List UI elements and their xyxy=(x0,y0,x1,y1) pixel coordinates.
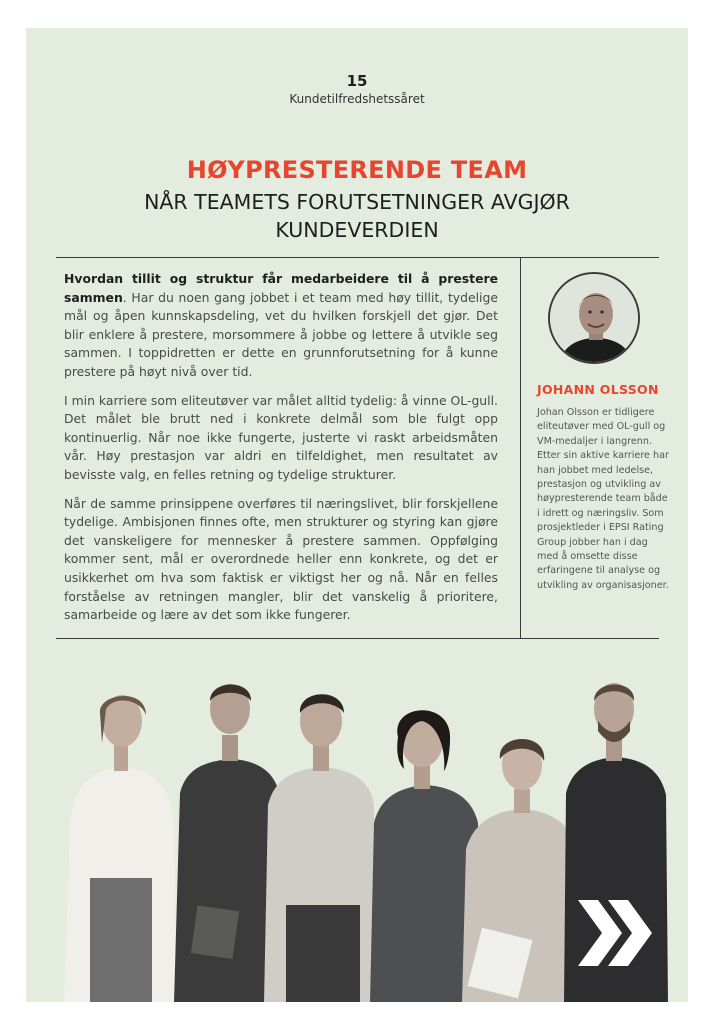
paragraph-3: Når de samme prinsippene overføres til næringslivet, blir forskjellene tydelige. Ambisjonen finnes ofte, men strukturer og styring kan gjøre det vanskeligere for mennesker å prestere sammen. Oppfølging kommer sent, mål er overordnede heller enn konkrete, og det er usikkerhet om hva som faktisk er viktigst her og nå. Når en felles forståelse av retningen mangler, blir det vanskelig å prioritere, samarbeide og lære av det som ikke fungerer. xyxy=(64,495,498,623)
lead-paragraph xyxy=(64,270,498,382)
person-3 xyxy=(264,694,376,1002)
author-portrait-image xyxy=(550,274,640,364)
lead-text: . Har du noen gang jobbet i et team med høy tillit, tydelige mål og åpen kunnskapsdeling, vet du hvilken forskjell det gjør. Det blir enklere å prestere, morsommere å jobbe og lettere å utvikle seg sammen. I toppidretten er dette en grunnforutsetning for å kunne prestere på høyt nivå over tid. xyxy=(64,289,498,379)
bottom-divider xyxy=(56,638,659,639)
paragraph-2: I min karriere som eliteutøver var målet alltid tydelig: å vinne OL-gull. Det målet ble brutt ned i konkrete delmål som ble fulgt opp kontinuerlig. Når noe ikke fungerte, justerte vi raskt arbeidsmåten vår. Høy prestasjon var aldri en tilfeldighet, men resultatet av bevisste valg, en felles retning og tydelige strukturer. xyxy=(64,392,498,482)
page-number: 15 xyxy=(346,72,368,90)
person-1 xyxy=(64,695,176,1002)
double-chevron-right-icon xyxy=(574,896,656,970)
author-name: JOHANN OLSSON xyxy=(537,382,659,397)
article-subheadline: NÅR TEAMETS FORUTSETNINGER AVGJØR KUNDEVERDIEN xyxy=(144,190,570,242)
lead-bold-text: Hvordan tillit og struktur får medarbeidere til å prestere sammen xyxy=(64,271,498,305)
top-divider xyxy=(56,257,659,258)
author-bio: Johan Olsson er tidligere eliteutøver med OL-gull og VM-medaljer i langrenn. Etter sin aktive karriere har han jobbet med ledelse, prestasjon og utvikling av høypresterende team både i idrett og næringsliv. Som prosjektleder i EPSI Rating Group jobber han i dag med å omsette disse erfaringene til analyse og utvikling av organisasjoner. xyxy=(537,407,669,591)
person-5 xyxy=(462,739,578,1002)
magazine-page xyxy=(26,28,688,1002)
report-name: Kundetilfredshetssåret xyxy=(289,92,425,106)
article-body xyxy=(64,270,498,635)
column-divider xyxy=(520,257,521,638)
author-portrait xyxy=(548,272,640,364)
article-headline: HØYPRESTERENDE TEAM xyxy=(186,156,528,184)
